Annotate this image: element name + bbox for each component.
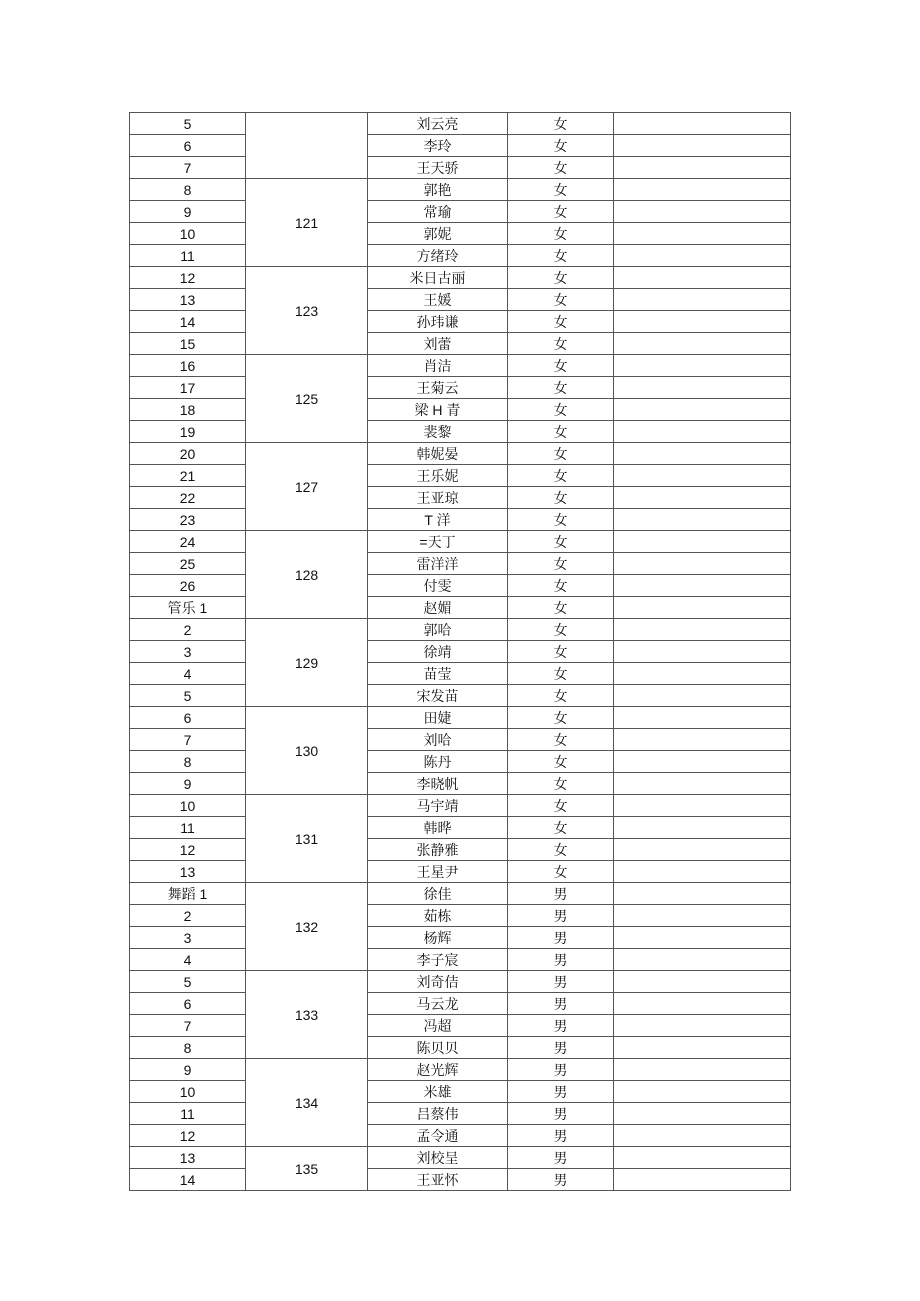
seq-number-cell: 13 <box>130 1147 246 1169</box>
seq-number-cell: 6 <box>130 707 246 729</box>
remark-cell <box>614 487 791 509</box>
gender-cell: 男 <box>508 1169 614 1191</box>
student-name-cell: 王天骄 <box>368 157 508 179</box>
gender-cell: 男 <box>508 927 614 949</box>
seq-number-cell: 23 <box>130 509 246 531</box>
remark-cell <box>614 685 791 707</box>
student-name-cell: 赵媚 <box>368 597 508 619</box>
gender-cell: 女 <box>508 377 614 399</box>
student-name-cell: 孙玮谦 <box>368 311 508 333</box>
remark-cell <box>614 1037 791 1059</box>
student-name-cell: 孟令通 <box>368 1125 508 1147</box>
table-row <box>130 993 791 1015</box>
table-row <box>130 663 791 685</box>
seq-number-cell: 24 <box>130 531 246 553</box>
gender-cell: 女 <box>508 531 614 553</box>
gender-cell: 女 <box>508 421 614 443</box>
table-row <box>130 773 791 795</box>
table-row <box>130 113 791 135</box>
student-name-cell: 苗莹 <box>368 663 508 685</box>
table-row <box>130 311 791 333</box>
seq-number-cell: 6 <box>130 135 246 157</box>
seq-number-cell: 14 <box>130 1169 246 1191</box>
student-name-cell: 赵光辉 <box>368 1059 508 1081</box>
seq-number-cell: 19 <box>130 421 246 443</box>
student-name-cell: 肖洁 <box>368 355 508 377</box>
table-row <box>130 1169 791 1191</box>
table-row <box>130 179 791 201</box>
remark-cell <box>614 443 791 465</box>
table-row <box>130 289 791 311</box>
table-row <box>130 531 791 553</box>
remark-cell <box>614 861 791 883</box>
seq-number-cell: 9 <box>130 773 246 795</box>
gender-cell: 男 <box>508 971 614 993</box>
remark-cell <box>614 179 791 201</box>
remark-cell <box>614 641 791 663</box>
seq-number-cell: 25 <box>130 553 246 575</box>
room-number-cell: 129 <box>246 619 368 707</box>
remark-cell <box>614 1059 791 1081</box>
student-name-cell: 雷洋洋 <box>368 553 508 575</box>
remark-cell <box>614 135 791 157</box>
gender-cell: 女 <box>508 223 614 245</box>
table-row <box>130 1081 791 1103</box>
table-row <box>130 597 791 619</box>
remark-cell <box>614 465 791 487</box>
seq-number-cell: 11 <box>130 817 246 839</box>
student-name-cell: 王亚怀 <box>368 1169 508 1191</box>
remark-cell <box>614 773 791 795</box>
gender-cell: 女 <box>508 619 614 641</box>
student-name-cell: 刘奇佶 <box>368 971 508 993</box>
gender-cell: 女 <box>508 355 614 377</box>
student-name-cell: 付雯 <box>368 575 508 597</box>
remark-cell <box>614 201 791 223</box>
remark-cell <box>614 553 791 575</box>
student-name-cell: T 洋 <box>368 509 508 531</box>
gender-cell: 女 <box>508 817 614 839</box>
remark-cell <box>614 993 791 1015</box>
gender-cell: 女 <box>508 861 614 883</box>
student-name-cell: 王亚琼 <box>368 487 508 509</box>
table-row <box>130 509 791 531</box>
table-row <box>130 729 791 751</box>
gender-cell: 女 <box>508 267 614 289</box>
seq-number-cell: 12 <box>130 839 246 861</box>
remark-cell <box>614 751 791 773</box>
gender-cell: 男 <box>508 1059 614 1081</box>
student-name-cell: 刘校呈 <box>368 1147 508 1169</box>
gender-cell: 女 <box>508 839 614 861</box>
student-name-cell: 马宇靖 <box>368 795 508 817</box>
table-row <box>130 795 791 817</box>
seq-number-cell: 11 <box>130 245 246 267</box>
seq-number-cell: 5 <box>130 685 246 707</box>
gender-cell: 女 <box>508 641 614 663</box>
seq-number-cell: 20 <box>130 443 246 465</box>
gender-cell: 女 <box>508 729 614 751</box>
seq-number-cell: 10 <box>130 223 246 245</box>
room-number-cell: 134 <box>246 1059 368 1147</box>
seq-number-cell: 10 <box>130 1081 246 1103</box>
seq-number-cell: 8 <box>130 179 246 201</box>
gender-cell: 男 <box>508 1125 614 1147</box>
seq-number-cell: 10 <box>130 795 246 817</box>
remark-cell <box>614 311 791 333</box>
student-name-cell: 裴黎 <box>368 421 508 443</box>
table-row <box>130 1037 791 1059</box>
room-number-cell: 131 <box>246 795 368 883</box>
remark-cell <box>614 619 791 641</box>
seq-number-cell: 8 <box>130 751 246 773</box>
remark-cell <box>614 1103 791 1125</box>
seq-number-cell: 12 <box>130 267 246 289</box>
table-row <box>130 861 791 883</box>
table-row <box>130 575 791 597</box>
seq-number-cell: 2 <box>130 619 246 641</box>
seq-number-cell: 17 <box>130 377 246 399</box>
remark-cell <box>614 905 791 927</box>
remark-cell <box>614 509 791 531</box>
remark-cell <box>614 157 791 179</box>
student-name-cell: 王星尹 <box>368 861 508 883</box>
table-row <box>130 201 791 223</box>
student-name-cell: 徐靖 <box>368 641 508 663</box>
remark-cell <box>614 1125 791 1147</box>
table-row <box>130 355 791 377</box>
remark-cell <box>614 421 791 443</box>
seq-number-cell: 11 <box>130 1103 246 1125</box>
remark-cell <box>614 971 791 993</box>
seq-number-cell: 13 <box>130 289 246 311</box>
room-number-cell: 130 <box>246 707 368 795</box>
remark-cell <box>614 377 791 399</box>
student-name-cell: 李玲 <box>368 135 508 157</box>
remark-cell <box>614 817 791 839</box>
gender-cell: 女 <box>508 663 614 685</box>
student-name-cell: 米日古丽 <box>368 267 508 289</box>
gender-cell: 女 <box>508 179 614 201</box>
table-row <box>130 641 791 663</box>
gender-cell: 女 <box>508 487 614 509</box>
room-number-cell <box>246 113 368 179</box>
remark-cell <box>614 597 791 619</box>
gender-cell: 女 <box>508 795 614 817</box>
remark-cell <box>614 839 791 861</box>
student-name-cell: 王菊云 <box>368 377 508 399</box>
remark-cell <box>614 113 791 135</box>
roster-body <box>130 113 791 1191</box>
table-row <box>130 245 791 267</box>
gender-cell: 男 <box>508 1037 614 1059</box>
seq-number-cell: 21 <box>130 465 246 487</box>
remark-cell <box>614 267 791 289</box>
table-row <box>130 333 791 355</box>
gender-cell: 女 <box>508 575 614 597</box>
remark-cell <box>614 245 791 267</box>
table-row <box>130 839 791 861</box>
remark-cell <box>614 707 791 729</box>
gender-cell: 女 <box>508 443 614 465</box>
table-row <box>130 399 791 421</box>
student-name-cell: 方绪玲 <box>368 245 508 267</box>
student-name-cell: 王媛 <box>368 289 508 311</box>
table-row <box>130 1015 791 1037</box>
student-name-cell: 刘蕾 <box>368 333 508 355</box>
seq-number-cell: 12 <box>130 1125 246 1147</box>
seq-number-cell: 18 <box>130 399 246 421</box>
seq-number-cell: 3 <box>130 641 246 663</box>
remark-cell <box>614 1169 791 1191</box>
seq-number-cell: 7 <box>130 729 246 751</box>
student-name-cell: 田婕 <box>368 707 508 729</box>
remark-cell <box>614 795 791 817</box>
table-row <box>130 1147 791 1169</box>
room-number-cell: 127 <box>246 443 368 531</box>
student-name-cell: 韩妮晏 <box>368 443 508 465</box>
table-row <box>130 751 791 773</box>
table-row <box>130 883 791 905</box>
remark-cell <box>614 333 791 355</box>
student-name-cell: 李晓帆 <box>368 773 508 795</box>
seq-number-cell: 16 <box>130 355 246 377</box>
seq-number-cell: 9 <box>130 201 246 223</box>
room-number-cell: 121 <box>246 179 368 267</box>
student-name-cell: 常瑜 <box>368 201 508 223</box>
seq-number-cell: 6 <box>130 993 246 1015</box>
student-name-cell: 陈丹 <box>368 751 508 773</box>
seq-number-cell: 2 <box>130 905 246 927</box>
table-row <box>130 949 791 971</box>
student-name-cell: 张静雅 <box>368 839 508 861</box>
table-row <box>130 223 791 245</box>
seq-number-cell: 5 <box>130 113 246 135</box>
student-name-cell: 韩晔 <box>368 817 508 839</box>
room-number-cell: 135 <box>246 1147 368 1191</box>
table-row <box>130 487 791 509</box>
remark-cell <box>614 1147 791 1169</box>
gender-cell: 女 <box>508 685 614 707</box>
table-row <box>130 443 791 465</box>
gender-cell: 男 <box>508 883 614 905</box>
room-number-cell: 133 <box>246 971 368 1059</box>
remark-cell <box>614 575 791 597</box>
gender-cell: 女 <box>508 201 614 223</box>
student-name-cell: 郭妮 <box>368 223 508 245</box>
remark-cell <box>614 927 791 949</box>
seq-number-cell: 15 <box>130 333 246 355</box>
remark-cell <box>614 399 791 421</box>
table-row <box>130 905 791 927</box>
gender-cell: 男 <box>508 1147 614 1169</box>
student-name-cell: 刘哈 <box>368 729 508 751</box>
gender-cell: 男 <box>508 905 614 927</box>
table-row <box>130 465 791 487</box>
gender-cell: 男 <box>508 993 614 1015</box>
table-row <box>130 971 791 993</box>
gender-cell: 女 <box>508 707 614 729</box>
seq-number-cell: 13 <box>130 861 246 883</box>
gender-cell: 女 <box>508 135 614 157</box>
table-row <box>130 377 791 399</box>
gender-cell: 男 <box>508 1015 614 1037</box>
remark-cell <box>614 729 791 751</box>
remark-cell <box>614 531 791 553</box>
gender-cell: 女 <box>508 465 614 487</box>
student-name-cell: 吕蔡伟 <box>368 1103 508 1125</box>
table-row <box>130 1103 791 1125</box>
table-row <box>130 1059 791 1081</box>
student-name-cell: 冯超 <box>368 1015 508 1037</box>
seq-number-cell: 舞蹈 1 <box>130 883 246 905</box>
table-row <box>130 619 791 641</box>
remark-cell <box>614 355 791 377</box>
seq-number-cell: 14 <box>130 311 246 333</box>
seq-number-cell: 5 <box>130 971 246 993</box>
remark-cell <box>614 1081 791 1103</box>
student-name-cell: 李子宸 <box>368 949 508 971</box>
student-name-cell: 米雄 <box>368 1081 508 1103</box>
student-name-cell: =天丁 <box>368 531 508 553</box>
gender-cell: 男 <box>508 1081 614 1103</box>
seq-number-cell: 22 <box>130 487 246 509</box>
remark-cell <box>614 883 791 905</box>
room-number-cell: 125 <box>246 355 368 443</box>
gender-cell: 女 <box>508 333 614 355</box>
remark-cell <box>614 289 791 311</box>
remark-cell <box>614 223 791 245</box>
student-name-cell: 宋发苗 <box>368 685 508 707</box>
gender-cell: 女 <box>508 157 614 179</box>
student-name-cell: 陈贝贝 <box>368 1037 508 1059</box>
table-row <box>130 927 791 949</box>
table-row <box>130 157 791 179</box>
gender-cell: 女 <box>508 751 614 773</box>
gender-cell: 女 <box>508 773 614 795</box>
seq-number-cell: 8 <box>130 1037 246 1059</box>
gender-cell: 女 <box>508 311 614 333</box>
student-name-cell: 梁 H 青 <box>368 399 508 421</box>
seq-number-cell: 4 <box>130 949 246 971</box>
seq-number-cell: 7 <box>130 1015 246 1037</box>
table-row <box>130 817 791 839</box>
remark-cell <box>614 663 791 685</box>
table-row <box>130 1125 791 1147</box>
table-row <box>130 553 791 575</box>
gender-cell: 女 <box>508 509 614 531</box>
student-name-cell: 杨辉 <box>368 927 508 949</box>
gender-cell: 女 <box>508 113 614 135</box>
student-name-cell: 茹栋 <box>368 905 508 927</box>
room-number-cell: 123 <box>246 267 368 355</box>
gender-cell: 男 <box>508 949 614 971</box>
student-name-cell: 郭哈 <box>368 619 508 641</box>
table-row <box>130 685 791 707</box>
gender-cell: 女 <box>508 399 614 421</box>
gender-cell: 女 <box>508 553 614 575</box>
room-number-cell: 128 <box>246 531 368 619</box>
table-row <box>130 267 791 289</box>
table-row <box>130 707 791 729</box>
room-number-cell: 132 <box>246 883 368 971</box>
gender-cell: 女 <box>508 597 614 619</box>
student-name-cell: 刘云亮 <box>368 113 508 135</box>
dorm-roster-table <box>129 112 791 1191</box>
seq-number-cell: 3 <box>130 927 246 949</box>
student-name-cell: 王乐妮 <box>368 465 508 487</box>
student-name-cell: 郭艳 <box>368 179 508 201</box>
seq-number-cell: 26 <box>130 575 246 597</box>
remark-cell <box>614 949 791 971</box>
student-name-cell: 徐佳 <box>368 883 508 905</box>
seq-number-cell: 管乐 1 <box>130 597 246 619</box>
seq-number-cell: 7 <box>130 157 246 179</box>
student-name-cell: 马云龙 <box>368 993 508 1015</box>
seq-number-cell: 9 <box>130 1059 246 1081</box>
seq-number-cell: 4 <box>130 663 246 685</box>
table-row <box>130 421 791 443</box>
gender-cell: 女 <box>508 245 614 267</box>
gender-cell: 男 <box>508 1103 614 1125</box>
remark-cell <box>614 1015 791 1037</box>
gender-cell: 女 <box>508 289 614 311</box>
table-row <box>130 135 791 157</box>
